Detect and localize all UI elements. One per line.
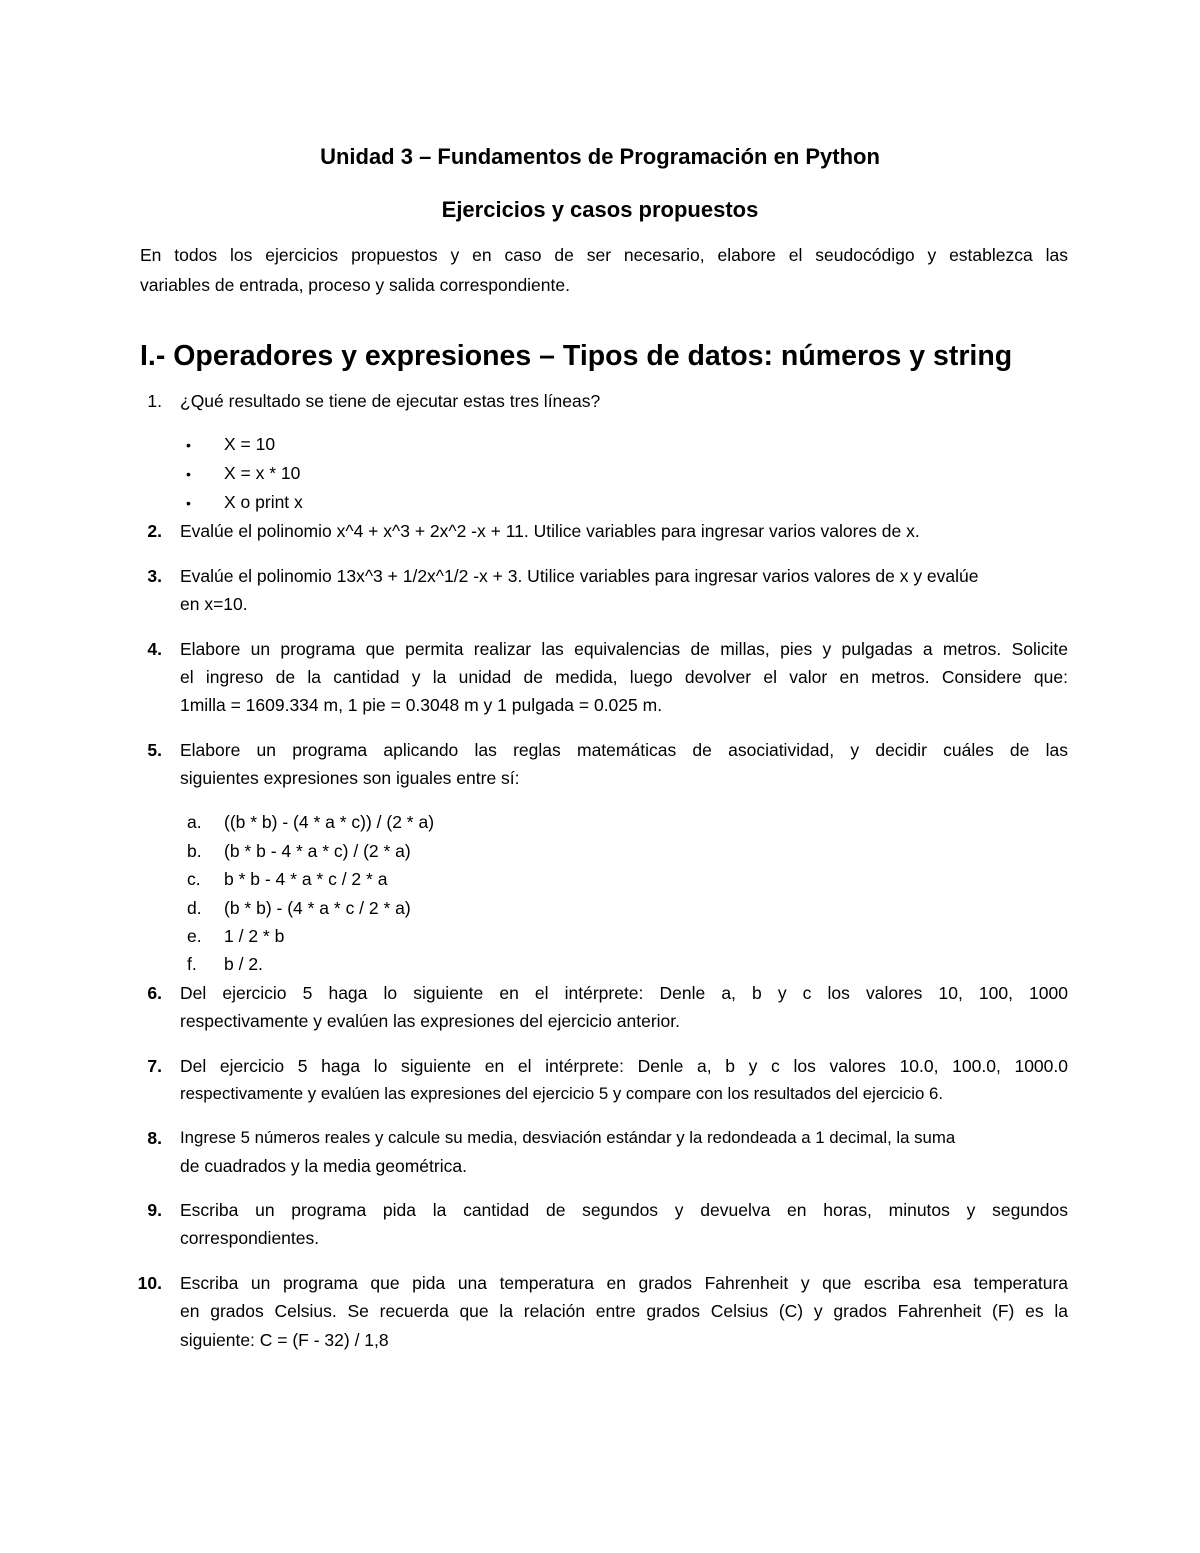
code-line: X = x * 10 [224,463,301,483]
exercise-number: 2. [147,521,162,541]
expression: (b * b) - (4 * a * c / 2 * a) [224,898,411,918]
code-line: X o print x [224,492,303,512]
expression-label: e. [187,926,202,946]
exercise-number: 4. [147,639,162,659]
code-line: X = 10 [224,434,276,454]
exercise-number: 8. [147,1128,162,1148]
expression: b * b - 4 * a * c / 2 * a [224,869,388,889]
intro-line-1: En todos los ejercicios propuestos y en caso de ser necesario, elabore el seudocódigo y establezca las [140,245,1068,265]
exercise-number: 7. [147,1056,162,1076]
exercise-10-line-1: Escriba un programa que pida una temperatura en grados Fahrenheit y que escriba esa temperatura [180,1273,1068,1293]
exercise-8-line-1: Ingrese 5 números reales y calcule su media, desviación estándar y la redondeada a 1 decimal, la suma [180,1128,956,1147]
exercise-5-line-2: siguientes expresiones son iguales entre sí: [180,768,520,788]
expression: (b * b - 4 * a * c) / (2 * a) [224,841,411,861]
exercise-3-line-1: Evalúe el polinomio 13x^3 + 1/2x^1/2 -x + 3. Utilice variables para ingresar varios valores de x y evalúe [180,566,979,586]
exercise-number: 9. [147,1200,162,1220]
document-title: Unidad 3 – Fundamentos de Programación en Python [320,144,880,169]
bullet-icon: • [186,466,191,482]
exercise-4-line-2: el ingreso de la cantidad y la unidad de medida, luego devolver el valor en metros. Considere que: [180,667,1068,687]
exercise-number: 10. [137,1273,162,1293]
exercise-6-line-2: respectivamente y evalúen las expresiones del ejercicio anterior. [180,1011,680,1031]
expression: 1 / 2 * b [224,926,285,946]
expression-label: c. [187,869,201,889]
expression: ((b * b) - (4 * a * c)) / (2 * a) [224,812,435,832]
exercise-4-line-1: Elabore un programa que permita realizar las equivalencias de millas, pies y pulgadas a metros. Solicite [180,639,1068,659]
expression-label: d. [187,898,202,918]
exercise-10-line-3: siguiente: C = (F - 32) / 1,8 [180,1330,389,1350]
exercise-8-line-2: de cuadrados y la media geométrica. [180,1156,467,1176]
exercise-1-line-1: ¿Qué resultado se tiene de ejecutar estas tres líneas? [180,391,601,411]
document-subtitle: Ejercicios y casos propuestos [441,197,759,222]
expression: b / 2. [224,954,263,974]
exercise-number: 3. [147,566,162,586]
exercise-number: 1. [147,391,162,411]
section-heading: I.- Operadores y expresiones – Tipos de datos: números y string [140,340,1013,372]
exercise-number: 6. [147,983,162,1003]
exercise-2-line-1: Evalúe el polinomio x^4 + x^3 + 2x^2 -x + 11. Utilice variables para ingresar varios valores de x. [180,521,920,541]
exercise-9-line-1: Escriba un programa pida la cantidad de segundos y devuelva en horas, minutos y segundos [180,1200,1068,1220]
exercise-10-line-2: en grados Celsius. Se recuerda que la relación entre grados Celsius (C) y grados Fahrenheit (F) es la [180,1301,1068,1321]
bullet-icon: • [186,495,191,511]
exercise-7-line-1: Del ejercicio 5 haga lo siguiente en el intérprete: Denle a, b y c los valores 10.0, 100.0, 1000.0 [180,1056,1068,1076]
exercise-9-line-2: correspondientes. [180,1228,320,1248]
expression-label: f. [187,954,197,974]
intro-line-2: variables de entrada, proceso y salida correspondiente. [140,275,570,295]
exercise-7-line-2: respectivamente y evalúen las expresiones del ejercicio 5 y compare con los resultados del ejercicio 6. [180,1084,944,1103]
expression-label: a. [187,812,202,832]
exercise-number: 5. [147,740,162,760]
exercise-6-line-1: Del ejercicio 5 haga lo siguiente en el intérprete: Denle a, b y c los valores 10, 100, 1000 [180,983,1068,1003]
exercise-4-line-3: 1milla = 1609.334 m, 1 pie = 0.3048 m y 1 pulgada = 0.025 m. [180,695,663,715]
exercise-3-line-2: en x=10. [180,594,248,614]
bullet-icon: • [186,437,191,453]
exercise-5-line-1: Elabore un programa aplicando las reglas matemáticas de asociatividad, y decidir cuáles de las [180,740,1068,760]
expression-label: b. [187,841,202,861]
